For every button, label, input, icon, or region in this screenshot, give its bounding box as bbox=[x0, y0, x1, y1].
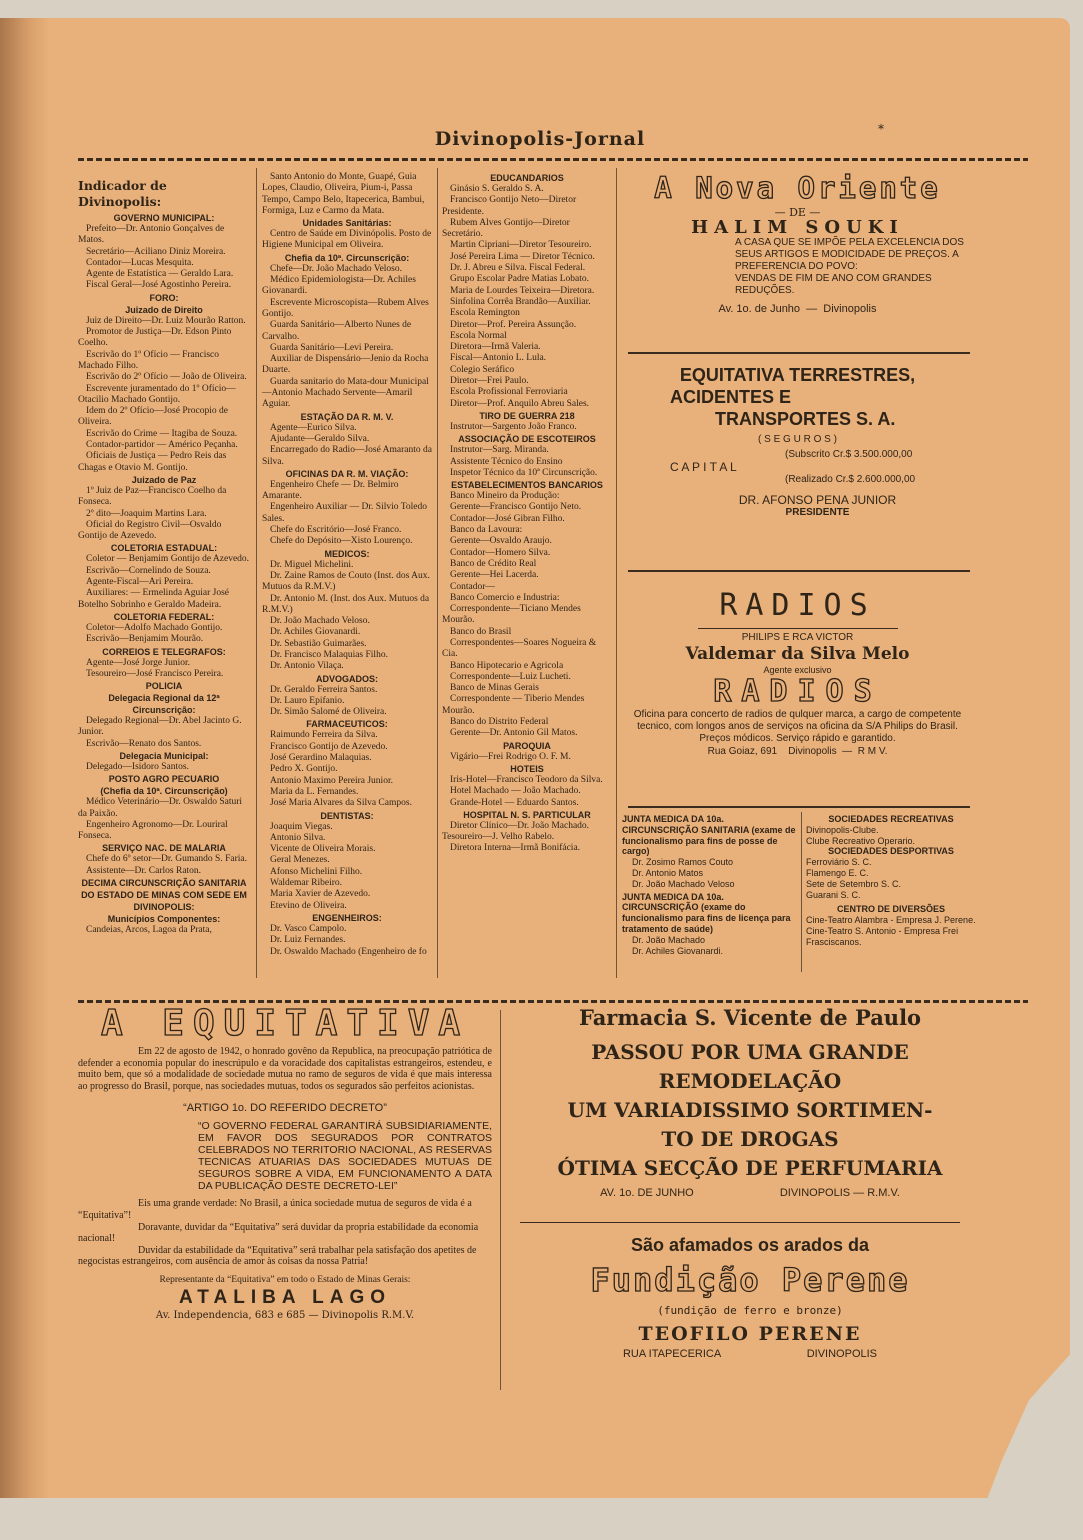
directory-entry: Gerente—Francisco Gontijo Neto. bbox=[450, 502, 582, 513]
directory-entry: Diretor—Frei Paulo. bbox=[450, 376, 529, 387]
radios-owner: Valdemar da Silva Melo bbox=[685, 644, 910, 664]
directory-entry: Guarda Sanitário—Alberto Nunes de Carvalho. bbox=[262, 320, 412, 342]
nova-oriente-sale: VENDAS DE FIM DE ANO COM GRANDES REDUÇÕES. bbox=[735, 273, 932, 296]
directory-entry: Contador—Homero Silva. bbox=[450, 547, 551, 558]
directory-entry: Assistente Técnico do Ensino bbox=[450, 456, 563, 467]
a-equitativa-address: Av. Independencia, 683 e 685 — Divinopolis R.M.V. bbox=[155, 1309, 415, 1321]
directory-entry: Sinfolina Corrêa Brandão—Auxiliar. bbox=[450, 296, 591, 307]
directory-heading: ENGENHEIROS: bbox=[312, 912, 382, 923]
directory-heading: ESTABELECIMENTOS BANCARIOS bbox=[451, 480, 603, 491]
directory-heading: Juizado de Paz bbox=[131, 474, 197, 485]
directory-entry: Diretor—Prof. Pereira Assunção. bbox=[450, 319, 577, 330]
directory-entry: Escrivão—Renato dos Santos. bbox=[86, 738, 202, 749]
column-divider bbox=[801, 812, 802, 972]
fundicao-owner: TEOFILO PERENE bbox=[638, 1323, 862, 1345]
indicador-column bbox=[78, 178, 250, 936]
directory-entry: Banco de Minas Gerais bbox=[450, 683, 539, 694]
directory-entry: Banco de Crédito Real bbox=[450, 558, 537, 569]
radios-address: Rua Goiaz, 691 bbox=[707, 746, 778, 757]
directory-entry: Engenheiro Chefe — Dr. Belmiro Amarante. bbox=[262, 479, 399, 502]
a-equitativa-p1: Em 22 de agosto de 1942, o honrado govêno da Republica, na preocupação patriótica de defender a economia popular do inescrúpulo e da voracidade dos capitalistas estrangeiros, estendeu, e muito bem, que só a modalidade de sociedade mutua no ramo de seguros de vida é que mais interessa ao progresso do Brasil, porque, nas sociedades mutuas, todos os segurados são perfeitos acionistas. bbox=[78, 1046, 492, 1092]
directory-entry: Francisco Gontijo Neto—Diretor Presidente. bbox=[442, 195, 577, 217]
directory-entry: Francisco Gontijo de Azevedo. bbox=[270, 741, 388, 752]
directory-entry: Escrivão do 1º Ofício — Francisco Machado Filho. bbox=[78, 349, 220, 371]
directory-entry: Diretora Interna—Irmã Bonifácia. bbox=[450, 843, 581, 854]
directory-entry: Dr. Achiles Giovanardi. bbox=[270, 627, 361, 638]
directory-heading: Unidades Sanitárias: bbox=[302, 218, 392, 229]
directory-entry: Escrivão do Crime — Itagiba de Souza. bbox=[86, 428, 238, 439]
societies-heading: SOCIEDADES DESPORTIVAS bbox=[828, 846, 954, 857]
directory-entry: Agente—Eurico Silva. bbox=[270, 422, 357, 433]
directory-heading: ADVOGADOS: bbox=[315, 673, 378, 684]
directory-heading: HOTEIS bbox=[510, 763, 544, 774]
a-equitativa-p4: Duvidar da estabilidade da “Equitativa” será trabalhar pela satisfação dos apetites de negocistas estrangeiros, com ausência de amor às coisas da nossa Patria! bbox=[78, 1244, 477, 1268]
ad-fundicao bbox=[505, 1232, 995, 1360]
column-divider bbox=[437, 168, 438, 978]
column-divider bbox=[500, 1010, 501, 1390]
directory-entry: Chefe do Escritório—José Franco. bbox=[270, 525, 402, 536]
directory-entry: Agente—José Jorge Junior. bbox=[86, 657, 191, 668]
directory-entry: Colegio Seráfico bbox=[450, 364, 515, 375]
directory-entry: Chefe—Dr. João Machado Veloso. bbox=[270, 263, 403, 274]
farmacia-title: Farmacia S. Vicente de Paulo bbox=[578, 1005, 922, 1030]
directory-entry: Diretor Clínico—Dr. João Machado. Tesoureiro—J. Velho Rabelo. bbox=[442, 820, 590, 843]
directory-entry: 2º dito—Joaquim Martins Lara. bbox=[86, 508, 207, 519]
directory-entry: Tesoureiro—José Francisco Pereira. bbox=[86, 668, 224, 679]
directory-entry: Centro de Saúde em Divinópolis. Posto de Higiene Municipal em Oliveira. bbox=[262, 229, 432, 251]
directory-entry: Contador—Lucas Mesquita. bbox=[86, 257, 194, 268]
junta-title-1: JUNTA MEDICA DA 10a. CIRCUNSCRIÇÃO SANITARIA (exame de funcionalismo para fins de posse de cargo) bbox=[622, 814, 796, 857]
directory-entry: Diretor—Prof. Anquilo Abreu Sales. bbox=[450, 398, 590, 409]
directory-entry: Banco do Distrito Federal bbox=[450, 717, 549, 728]
junta-doctor: Dr. João Machado bbox=[632, 934, 706, 945]
directory-entry: Dr. Francisco Malaquias Filho. bbox=[270, 649, 388, 660]
nova-oriente-address: Av. 1o. de Junho bbox=[718, 303, 801, 315]
directory-entry: Contador—José Gibran Filho. bbox=[450, 513, 565, 524]
directory-entry: Dr. Luiz Fernandes. bbox=[270, 935, 346, 946]
directory-entry: Fiscal—Antonio L. Lula. bbox=[450, 353, 547, 364]
directory-heading: DECIMA CIRCUNSCRIÇÃO SANITARIA DO ESTADO DE MINAS COM SEDE EM DIVINOPOLIS: bbox=[81, 878, 247, 913]
directory-heading: DENTISTAS: bbox=[320, 810, 374, 821]
directory-entry: Inspetor Técnico da 10ª Circunscrição. bbox=[450, 467, 598, 478]
directory-entry: Dr. Vasco Campolo. bbox=[270, 923, 347, 934]
directory-entry: Prefeito—Dr. Antonio Gonçalves de Matos. bbox=[78, 224, 225, 246]
directory-entry: Dr. João Machado Veloso. bbox=[270, 616, 370, 627]
directory-heading: OFICINAS DA R. M. VIAÇÃO: bbox=[285, 468, 409, 479]
equitativa-line1: EQUITATIVA TERRESTRES, bbox=[679, 365, 916, 385]
directory-entry: Joaquim Viegas. bbox=[270, 821, 333, 832]
society-item: Guarani S. C. bbox=[806, 889, 861, 900]
column-divider bbox=[616, 168, 617, 978]
directory-entry: Médico Veterinário—Dr. Oswaldo Saturi da Paixão. bbox=[78, 797, 243, 819]
ad-radios bbox=[625, 584, 970, 759]
equitativa-line3: TRANSPORTES S. A. bbox=[715, 409, 896, 429]
directory-entry: Escrevente juramentado do 1º Ofício—Otacilio Machado Gontijo. bbox=[78, 383, 236, 405]
directory-entry: Antonio Silva. bbox=[270, 832, 326, 843]
directory-entry: Maria de Lourdes Teixeira—Diretora. bbox=[450, 285, 595, 296]
junta-medica bbox=[622, 814, 798, 956]
ad-separator bbox=[628, 352, 970, 354]
directory-entry: José Maria Alvares da Silva Campos. bbox=[270, 798, 412, 809]
directory-heading: SERVIÇO NAC. DE MALARIA bbox=[102, 843, 226, 854]
directory-entry: Escrivão do 2º Ofício — João de Oliveira. bbox=[86, 372, 247, 383]
directory-heading: HOSPITAL N. S. PARTICULAR bbox=[463, 809, 591, 820]
directory-heading: CORREIOS E TELEGRAFOS: bbox=[102, 646, 226, 657]
junta-doctor: Dr. Zosimo Ramos Couto bbox=[632, 857, 734, 868]
nova-oriente-text: A CASA QUE SE IMPÕE PELA EXCELENCIA DOS SEUS ARTIGOS E MODICIDADE DE PREÇOS. A PREFERENCIA DO POVO: bbox=[735, 237, 964, 272]
directory-entry: Ginásio S. Geraldo S. A. bbox=[450, 184, 544, 194]
directory-entry: Dr. Antonio M. (Inst. dos Aux. Mutuos da R.M.V.) bbox=[262, 593, 430, 615]
a-equitativa-agent: ATALIBA LAGO bbox=[178, 1286, 391, 1308]
fundicao-name: Fundição Perene bbox=[590, 1261, 910, 1299]
directory-entry: Banco do Brasil bbox=[450, 626, 512, 637]
directory-entry: Waldemar Ribeiro. bbox=[270, 878, 343, 889]
equitativa-realizado: (Realizado Cr.$ 2.600.000,00 bbox=[785, 474, 916, 485]
directory-entry: Maria da L. Fernandes. bbox=[270, 786, 359, 797]
directory-entry: Auxiliares: — Ermelinda Aguiar José Botelho Sobrinho e Geraldo Madeira. bbox=[78, 588, 229, 610]
directory-entry: 1º Juiz de Paz—Francisco Coelho da Fonseca. bbox=[78, 485, 227, 508]
ad-separator bbox=[628, 570, 970, 572]
directory-entry: Idem do 2º Ofício—José Procopio de Oliveira. bbox=[78, 406, 228, 428]
directory-heading: Chefia da 10ª. Circunscrição: bbox=[284, 252, 410, 263]
directory-entry: Iris-Hotel—Francisco Teodoro da Silva. bbox=[450, 774, 603, 785]
directory-entry: Delegado Regional—Dr. Abel Jacinto G. Junior. bbox=[78, 716, 242, 738]
directory-heading: FARMACEUTICOS: bbox=[306, 719, 388, 730]
directory-entry: José Gerardino Malaquias. bbox=[270, 753, 372, 764]
page-spine-shadow bbox=[0, 18, 50, 1498]
a-equitativa-p2: Eis uma grande verdade: No Brasil, a única sociedade mutua de seguros de vida é a “Equitativa”! bbox=[78, 1198, 472, 1221]
nova-oriente-title: A Nova Oriente bbox=[654, 171, 941, 205]
fundicao-intro: São afamados os arados da bbox=[630, 1235, 870, 1255]
directory-entry: Escola Remington bbox=[450, 308, 520, 319]
directory-entry: Correspondente—Luiz Lucheti. bbox=[450, 671, 571, 682]
fundicao-sub: (fundição de ferro e bronze) bbox=[657, 1304, 843, 1317]
directory-entry: Escola Profissional Ferroviaria bbox=[450, 387, 568, 398]
directory-entry: Delegado—Isidoro Santos. bbox=[86, 761, 189, 772]
fundicao-address-row bbox=[505, 1348, 995, 1360]
directory-entry: Gerente—Osvaldo Araujo. bbox=[450, 536, 552, 547]
radios-text: Oficina para concerto de radios de qulquer marca, a cargo de competente tecnico, com longos anos de serviços na oficina da S/A Philips do Brasil. bbox=[633, 709, 962, 732]
equitativa-line2: ACIDENTES E bbox=[670, 387, 792, 407]
directory-entry: Auxiliar de Dispensário—Jenio da Rocha Duarte. bbox=[262, 354, 429, 376]
directory-heading: GOVERNO MUNICIPAL: bbox=[113, 213, 215, 223]
directory-entry: Engenheiro Auxiliar — Dr. Silvio Toledo Sales. bbox=[262, 502, 427, 524]
equitativa-subscrito: (Subscrito Cr.$ 3.500.000,00 bbox=[785, 449, 913, 460]
radios-brands: PHILIPS E RCA VICTOR bbox=[741, 632, 854, 643]
directory-heading: ASSOCIAÇÃO DE ESCOTEIROS bbox=[458, 434, 596, 445]
radios-title: RADIOS bbox=[719, 588, 876, 623]
nova-oriente-de: — DE — bbox=[774, 206, 821, 219]
directory-heading: ESTAÇÃO DA R. M. V. bbox=[300, 411, 394, 422]
directory-entry: Martin Cipriani—Diretor Tesoureiro. bbox=[450, 240, 592, 251]
directory-entry: Coletor — Benjamim Gontijo de Azevedo. bbox=[86, 554, 250, 565]
nova-oriente-address-row: Av. 1o. de Junho — Divinopolis bbox=[718, 303, 877, 315]
directory-entry: Dr. Geraldo Ferreira Santos. bbox=[270, 684, 378, 695]
directory-entry: Rubem Alves Gontijo—Diretor Secretário. bbox=[442, 217, 570, 240]
directory-entry: Secretário—Aciliano Diniz Moreira. bbox=[86, 246, 226, 257]
equitativa-seguros: ( S E G U R O S ) bbox=[758, 434, 837, 445]
directory-entry: Etevino de Oliveira. bbox=[270, 900, 347, 911]
directory-entry: Dr. J. Abreu e Silva. Fiscal Federal. bbox=[450, 263, 586, 274]
column-divider bbox=[256, 168, 257, 978]
a-equitativa-rep: Representante da “Equitativa” em todo o Estado de Minas Gerais: bbox=[159, 1274, 411, 1285]
radios-address-row: Rua Goiaz, 691 Divinopolis — R M V. bbox=[707, 746, 888, 757]
radios-agent: Agente exclusivo bbox=[763, 665, 832, 675]
directory-heading: TIRO DE GUERRA 218 bbox=[479, 410, 575, 421]
society-item: Clube Recreativo Operario. bbox=[806, 835, 916, 846]
ad-a-equitativa bbox=[78, 1002, 492, 1321]
directory-entry: Chefe do 6º setor—Dr. Gumando S. Faria. bbox=[86, 854, 247, 865]
radios-rule bbox=[698, 628, 898, 629]
junta-doctor: Dr. Antonio Matos bbox=[632, 867, 704, 878]
directory-entry: Instrutor—Sargento João Franco. bbox=[450, 421, 577, 432]
ad-equitativa-terrestres bbox=[625, 364, 970, 518]
society-item: Cine-Teatro S. Antonio - Empresa Frei Frasciscanos. bbox=[806, 925, 959, 947]
directory-heading: FORO: bbox=[149, 292, 179, 303]
directory-entry: Dr. Simão Salomé de Oliveira. bbox=[270, 707, 387, 718]
directory-heading: Municípios Componentes: bbox=[107, 914, 221, 925]
farmacia-address-row bbox=[505, 1187, 995, 1199]
directory-column-3 bbox=[442, 172, 612, 855]
junta-doctor: Dr. João Machado Veloso bbox=[632, 878, 735, 889]
directory-entry: Correspondentes—Soares Nogueira & Cia. bbox=[442, 637, 597, 660]
directory-heading: Juizado de Direito bbox=[125, 304, 203, 315]
directory-entry: Maria Xavier de Azevedo. bbox=[270, 889, 371, 900]
farmacia-address: AV. 1o. DE JUNHO bbox=[600, 1187, 694, 1199]
junta-doctor: Dr. Achiles Giovanardi. bbox=[632, 945, 724, 956]
directory-entry: Gerente—Dr. Antonio Gil Matos. bbox=[450, 728, 578, 739]
directory-entry: Grupo Escolar Padre Matias Lobato. bbox=[450, 274, 590, 285]
farmacia-line: REMODELAÇÃO bbox=[658, 1069, 842, 1093]
society-item: Sete de Setembro S. C. bbox=[806, 878, 902, 889]
directory-entry: Oficial do Registro Civil—Osvaldo Gontijo de Azevedo. bbox=[78, 519, 222, 542]
directory-entry: Candeias, Arcos, Lagoa da Prata, bbox=[86, 925, 212, 936]
junta-title-2: JUNTA MEDICA DA 10a. CIRCUNSCRIÇÃO (exame do funcionalismo para fins de licença para tratamento de saúde) bbox=[622, 891, 791, 934]
directory-entry: Raimundo Ferreira da Silva. bbox=[270, 730, 378, 741]
directory-entry: Assistente—Dr. Carlos Raton. bbox=[86, 865, 202, 876]
directory-entry: Banco Hipotecario e Agricola bbox=[450, 660, 564, 671]
societies bbox=[806, 814, 976, 948]
directory-entry: Dr. Sebastião Guimarães. bbox=[270, 638, 367, 649]
directory-entry: Contador— bbox=[450, 581, 495, 592]
farmacia-line: TO DE DROGAS bbox=[661, 1127, 839, 1151]
directory-heading: PAROQUIA bbox=[503, 740, 551, 751]
directory-entry: José Pereira Lima — Diretor Técnico. bbox=[450, 251, 595, 262]
directory-heading: POSTO AGRO PECUARIO bbox=[108, 774, 220, 785]
nova-oriente-city: Divinopolis bbox=[823, 303, 877, 315]
a-equitativa-decree: “O GOVERNO FEDERAL GARANTIRÁ SUBSIDIARIAMENTE, EM FAVOR DOS SEGURADOS POR CONTRATOS CELEBRADOS NO TERRITORIO NACIONAL, AS RESERVAS TECNICAS ATUARIAS DAS SOCIEDADES MUTUAS DE SEGUROS SOBRE A VIDA, EM FUNCIONAMENTO A DATA DA PUBLICAÇÃO DESTE DECRETO-LEI” bbox=[198, 1120, 492, 1193]
directory-entry: Escrivão—Benjamim Mourão. bbox=[86, 634, 204, 645]
directory-entry: Santo Antonio do Monte, Guapé, Guia Lopes, Claudio, Oliveira, Pium-i, Passa Tempo, Campo Belo, Itapecerica, Bambui, Formiga, Luz e Carmo da Mata. bbox=[262, 172, 425, 216]
directory-entry: Oficiais de Justiça — Pedro Reis das Chagas e Otavio M. Gontijo. bbox=[78, 451, 227, 473]
directory-entry: Banco Comercio e Industria: bbox=[450, 592, 560, 603]
directory-entry: Encarregado do Radio—José Amaranto da Silva. bbox=[262, 445, 432, 467]
directory-entry: Dr. Lauro Epifanio. bbox=[270, 695, 345, 706]
radios-city: Divinopolis bbox=[788, 746, 837, 757]
directory-entry: Promotor de Justiça—Dr. Edson Pinto Coelho. bbox=[78, 327, 232, 349]
directory-entry: Guarda sanitario do Mata-dour Municipal—Antonio Machado Servente—Amaril Aguiar. bbox=[262, 376, 429, 410]
equitativa-capital: C A P I T A L bbox=[670, 460, 737, 474]
farmacia-line: PASSOU POR UMA GRANDE bbox=[591, 1040, 909, 1064]
a-equitativa-title: A EQUITATIVA bbox=[100, 1003, 470, 1044]
directory-entry: Vicente de Oliveira Morais. bbox=[270, 844, 376, 855]
directory-entry: Grande-Hotel — Eduardo Santos. bbox=[450, 797, 579, 808]
directory-entry: Dr. Oswaldo Machado (Engenheiro de fo bbox=[270, 946, 427, 957]
directory-entry: Contador-partidor — Américo Peçanha. bbox=[86, 440, 238, 451]
societies-heading: CENTRO DE DIVERSÕES bbox=[836, 904, 946, 915]
directory-heading: POLICIA bbox=[145, 681, 183, 692]
ad-nova-oriente bbox=[625, 170, 970, 315]
directory-entry: Juiz de Direito—Dr. Luiz Mourão Ratton. bbox=[86, 315, 246, 326]
directory-entry: Geral Menezes. bbox=[270, 855, 330, 866]
directory-entry: Escrivão—Cornelindo de Souza. bbox=[86, 565, 211, 576]
directory-entry: Banco da Lavoura: bbox=[450, 525, 523, 536]
directory-entry: Instrutor—Sarg. Miranda. bbox=[450, 445, 549, 456]
directory-entry: Fiscal Geral—José Agostinho Pereira. bbox=[86, 280, 232, 291]
directory-entry: Antonio Maximo Pereira Junior. bbox=[270, 775, 393, 786]
radios-title-2: RADIOS bbox=[713, 674, 882, 709]
masthead-rule bbox=[78, 158, 1028, 161]
directory-entry: Diretora—Irmã Valeria. bbox=[450, 342, 541, 353]
equitativa-president-title: PRESIDENTE bbox=[785, 507, 850, 518]
directory-entry: Agente-Fiscal—Ari Pereira. bbox=[86, 577, 194, 588]
society-item: Divinopolis-Clube. bbox=[806, 824, 879, 835]
equitativa-president-name: DR. AFONSO PENA JUNIOR bbox=[738, 493, 897, 507]
directory-heading: Delegacia Municipal: bbox=[119, 750, 209, 761]
directory-column-2 bbox=[262, 172, 432, 958]
page-mark: * bbox=[878, 122, 884, 136]
directory-heading: MEDICOS: bbox=[324, 548, 370, 559]
nova-oriente-owner: HALIM SOUKI bbox=[691, 217, 904, 238]
directory-entry: Banco Mineiro da Produção: bbox=[450, 491, 560, 502]
farmacia-line: ÓTIMA SECÇÃO DE PERFUMARIA bbox=[557, 1156, 943, 1180]
radios-rmv: R M V. bbox=[857, 746, 888, 757]
directory-entry: Afonso Michelini Filho. bbox=[270, 866, 363, 877]
directory-entry: Dr. Antonio Vilaça. bbox=[270, 661, 344, 672]
directory-heading: COLETORIA FEDERAL: bbox=[113, 611, 215, 622]
farmacia-line: UM VARIADISSIMO SORTIMEN- bbox=[567, 1098, 933, 1122]
directory-entry: Gerente—Hei Lacerda. bbox=[450, 570, 539, 581]
directory-entry: Coletor—Adolfo Machado Gontijo. bbox=[86, 622, 223, 633]
directory-entry: Guarda Sanitário—Levi Pereira. bbox=[270, 342, 394, 353]
fundicao-city: DIVINOPOLIS bbox=[806, 1348, 878, 1360]
society-item: Cine-Teatro Alambra - Empresa J. Perene. bbox=[806, 915, 976, 926]
ad-separator bbox=[520, 1222, 960, 1223]
directory-entry: Vigário—Frei Rodrigo O. F. M. bbox=[450, 751, 571, 762]
farmacia-city: DIVINOPOLIS — R.M.V. bbox=[779, 1187, 900, 1199]
society-item: Flamengo E. C. bbox=[806, 867, 869, 878]
a-equitativa-article: “ARTIGO 1o. DO REFERIDO DECRETO” bbox=[183, 1102, 387, 1115]
society-item: Ferroviário S. C. bbox=[806, 857, 872, 868]
fundicao-address: RUA ITAPECERICA bbox=[622, 1348, 721, 1360]
directory-entry: Escrevente Microscopista—Rubem Alves Gontijo. bbox=[262, 297, 429, 319]
societies-heading: SOCIEDADES RECREATIVAS bbox=[828, 814, 954, 824]
ad-separator bbox=[628, 806, 970, 808]
directory-entry: Dr. Miguel Michelini. bbox=[270, 559, 354, 570]
directory-entry: Médico Epidemiologista—Dr. Achiles Giovanardi. bbox=[262, 275, 416, 297]
directory-entry: Escola Normal bbox=[450, 330, 507, 341]
radios-prices: Preços módicos. Serviço rápido e garantido. bbox=[699, 733, 896, 744]
directory-heading: Delegacia Regional da 12ª Circunscrição: bbox=[108, 693, 220, 716]
a-equitativa-p3: Doravante, duvidar da “Equitativa” será duvidar da propria estabilidade da economia nacional! bbox=[78, 1221, 479, 1245]
directory-entry: Pedro X. Gontijo. bbox=[270, 764, 338, 775]
directory-entry: Chefe do Depósito—Xisto Lourenço. bbox=[270, 536, 413, 547]
directory-heading: (Chefia da 10ª. Circunscrição) bbox=[100, 786, 228, 797]
directory-entry: Correspondente—Ticiano Mendes Mourão. bbox=[442, 604, 581, 626]
directory-entry: Hotel Machado — João Machado. bbox=[450, 786, 581, 797]
directory-entry: Correspondente — Tiberio Mendes Mourão. bbox=[442, 694, 585, 716]
indicador-title: Indicador de Divinopolis: bbox=[78, 178, 167, 209]
directory-entry: Dr. Zaine Ramos de Couto (Inst. dos Aux. Mutuos da R.M.V.) bbox=[262, 570, 430, 593]
directory-entry: Engenheiro Agronomo—Dr. Louriral Fonseca. bbox=[78, 819, 228, 842]
ad-farmacia bbox=[505, 1002, 995, 1199]
directory-entry: Ajudante—Geraldo Silva. bbox=[270, 433, 370, 444]
directory-heading: COLETORIA ESTADUAL: bbox=[110, 543, 218, 554]
masthead: Divinopolis-Jornal bbox=[434, 128, 646, 150]
directory-heading: EDUCANDARIOS bbox=[490, 173, 564, 183]
directory-entry: Agente de Estatística — Geraldo Lara. bbox=[86, 269, 234, 280]
